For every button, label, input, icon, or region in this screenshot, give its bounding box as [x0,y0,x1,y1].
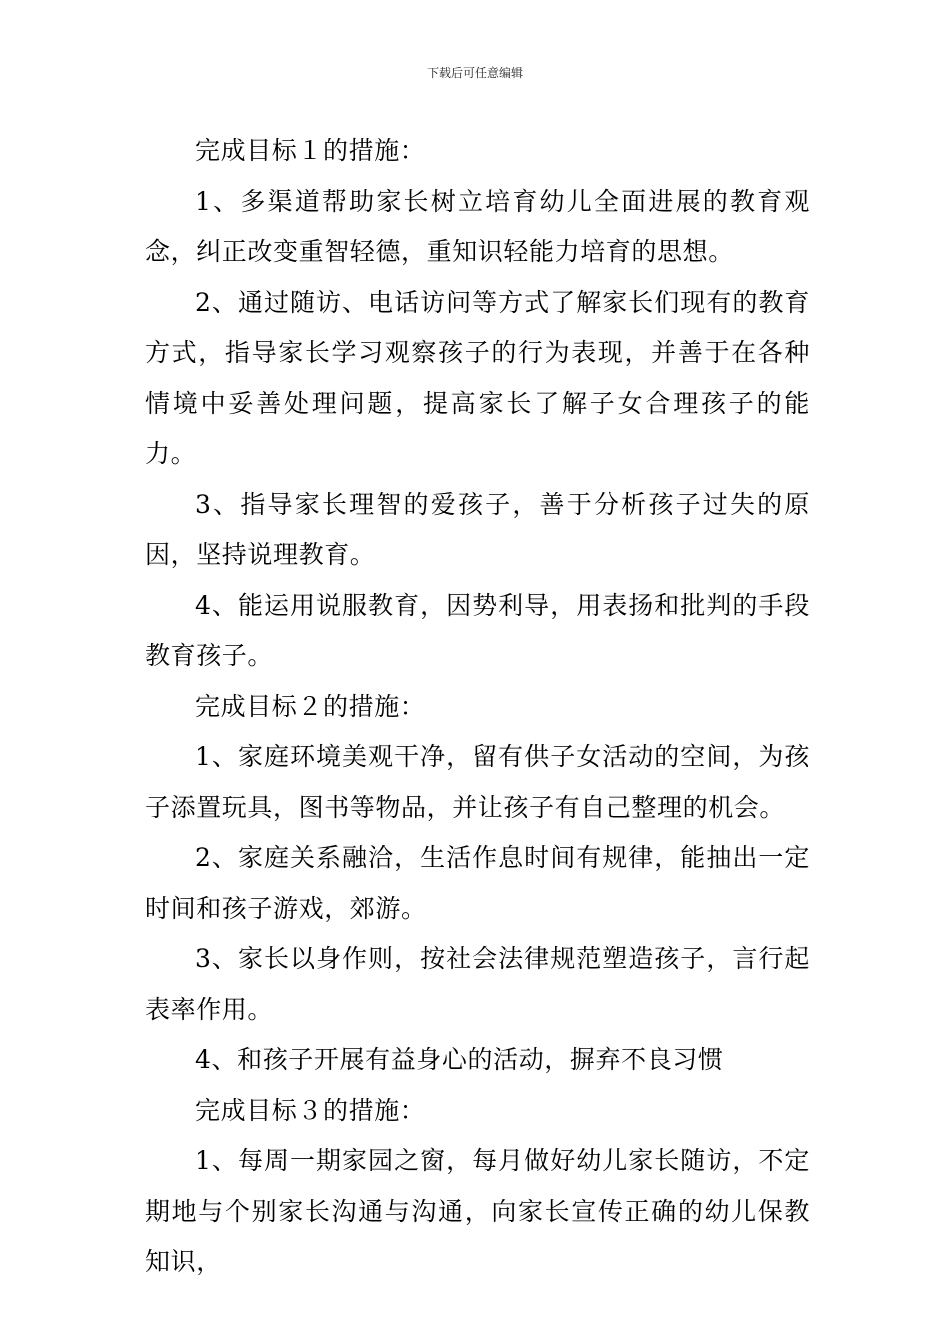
section-heading-goal-3: 完成目标３的措施： [195,1095,426,1125]
paragraph-goal-1-item-3: 3、指导家长理智的爱孩子，善于分析孩子过失的原因，坚持说理教育。 [145,489,810,569]
paragraph-goal-2-item-3: 3、家长以身作则，按社会法律规范塑造孩子，言行起表率作用。 [145,944,810,1024]
paragraph-goal-1-item-1: 1、多渠道帮助家长树立培育幼儿全面进展的教育观念，纠正改变重智轻德，重知识轻能力培育的思想。 [145,186,810,266]
section-heading-goal-1: 完成目标１的措施： [195,136,426,165]
paragraph-goal-2-item-2: 2、家庭关系融洽，生活作息时间有规律，能抽出一定时间和孩子游戏，郊游。 [145,843,810,923]
paragraph-goal-3-item-1: 1、每周一期家园之窗，每月做好幼儿家长随访，不定期地与个别家长沟通与沟通，向家长宣传正确的幼儿保教知识， [145,1146,810,1276]
page-header: 下载后可任意编辑 [426,66,523,80]
paragraph-goal-2-item-4: 4、和孩子开展有益身心的活动，摒弃不良习惯 [195,1045,724,1074]
paragraph-goal-2-item-1: 1、家庭环境美观干净，留有供子女活动的空间，为孩子添置玩具，图书等物品，并让孩子有自己整理的机会。 [145,742,810,822]
paragraph-goal-1-item-4: 4、能运用说服教育，因势利导，用表扬和批判的手段教育孩子。 [145,590,810,670]
document-body [145,126,810,1288]
paragraph-goal-1-item-2: 2、通过随访、电话访问等方式了解家长们现有的教育方式，指导家长学习观察孩子的行为表现，并善于在各种情境中妥善处理问题，提高家长了解子女合理孩子的能力。 [145,287,810,468]
section-heading-goal-2: 完成目标２的措施： [195,691,426,721]
